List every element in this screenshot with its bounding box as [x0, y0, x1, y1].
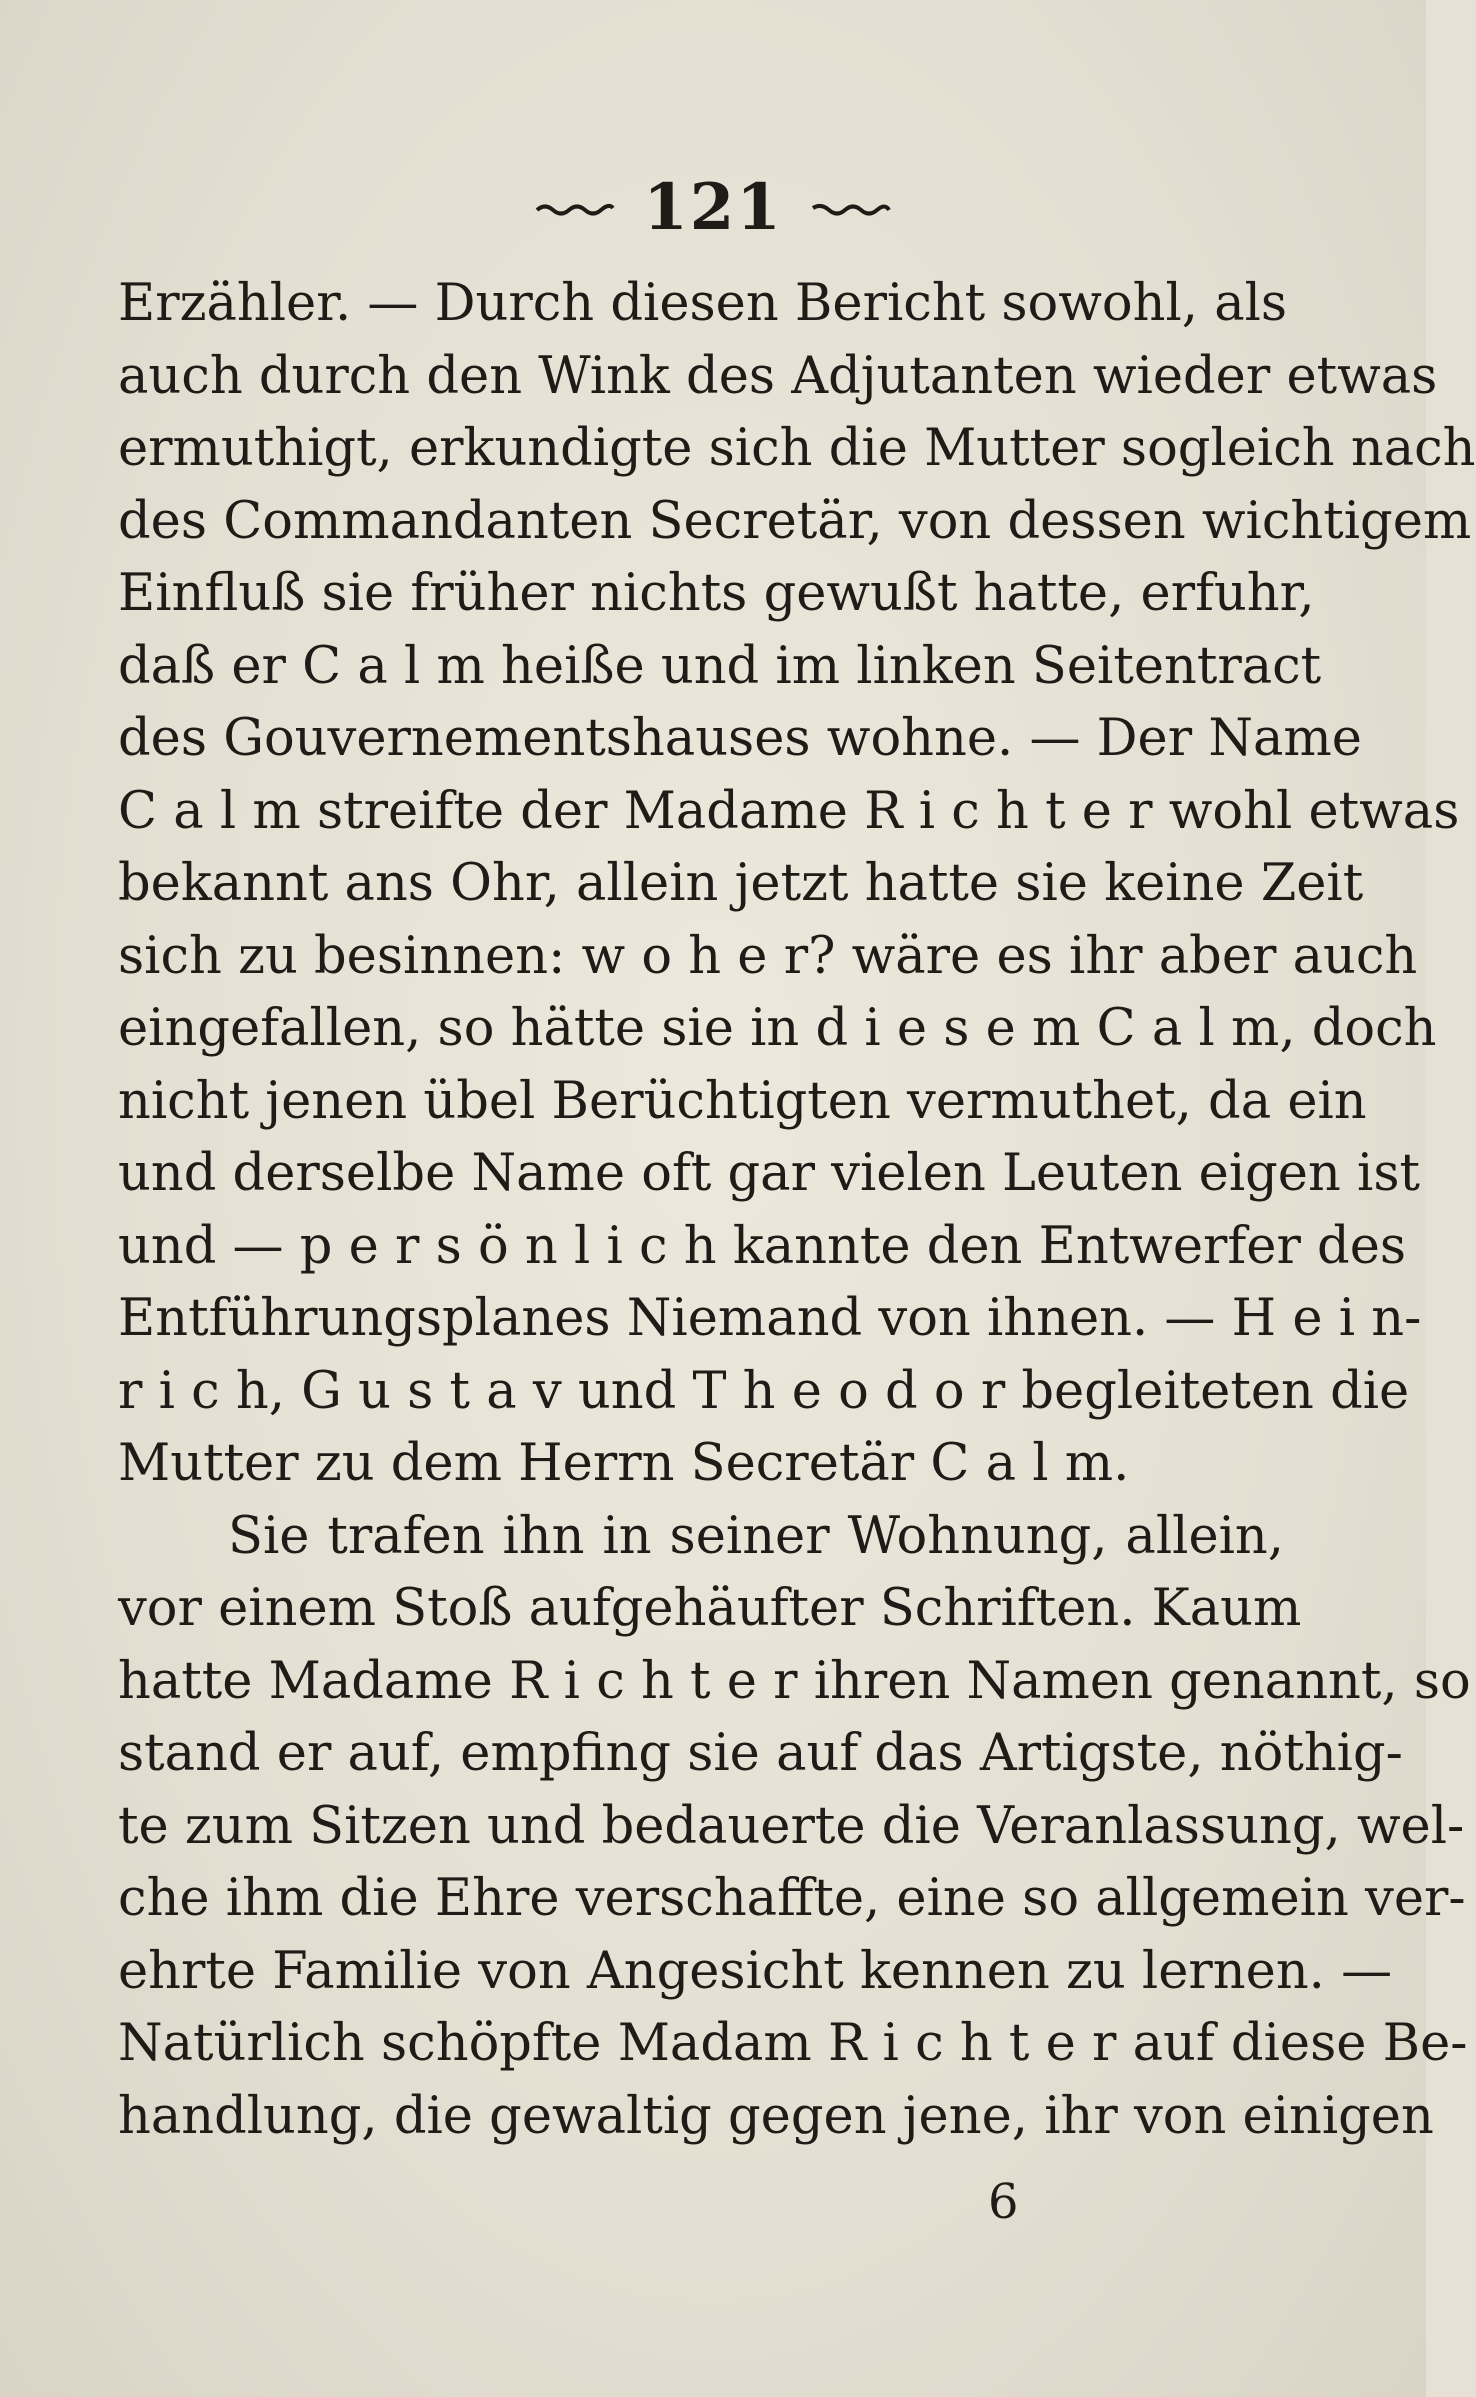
text-line: Entführungsplanes Niemand von ihnen. — H e i n-: [118, 1289, 1422, 1348]
text-line: ehrte Familie von Angesicht kennen zu lernen. —: [118, 1941, 1393, 2001]
text-line: stand er auf, empfing sie auf das Artigste, nöthig-: [118, 1724, 1403, 1783]
text-line: ermuthigt, erkundigte sich die Mutter sogleich nach: [118, 419, 1476, 478]
text-line: handlung, die gewaltig gegen jene, ihr von einigen: [118, 2086, 1434, 2146]
page-text: [118, 268, 1476, 2153]
right-ornament: [811, 201, 891, 215]
text-line: vor einem Stoß aufgehäufter Schriften. Kaum: [118, 1579, 1302, 1638]
text-line: r i c h, G u s t a v und T h e o d o r begleiteten die: [118, 1361, 1410, 1421]
text-line: bekannt ans Ohr, allein jetzt hatte sie keine Zeit: [118, 854, 1364, 913]
text-line: Einfluß sie früher nichts gewußt hatte, erfuhr,: [118, 564, 1315, 623]
text-line: hatte Madame R i c h t e r ihren Namen genannt, so: [118, 1651, 1471, 1711]
text-line: Erzähler. — Durch diesen Bericht sowohl, als: [118, 274, 1288, 333]
text-line: des Commandanten Secretär, von dessen wichtigem: [118, 491, 1472, 551]
text-line: des Gouvernementshauses wohne. — Der Name: [118, 709, 1362, 768]
text-line: C a l m streifte der Madame R i c h t e r wohl etwas: [118, 781, 1460, 841]
page-header: [0, 168, 1426, 248]
paragraph-end-line: Mutter zu dem Herrn Secretär C a l m.: [118, 1434, 1130, 1493]
text-line: auch durch den Wink des Adjutanten wieder etwas: [118, 346, 1438, 406]
text-line: nicht jenen übel Berüchtigten vermuthet, da ein: [118, 1071, 1367, 1131]
text-line: und — p e r s ö n l i c h kannte den Entwerfer des: [118, 1216, 1407, 1276]
paragraph-start-line: Sie trafen ihn in seiner Wohnung, allein,: [228, 1506, 1284, 1566]
left-ornament: [535, 201, 615, 215]
text-line: daß er C a l m heiße und im linken Seitentract: [118, 636, 1322, 696]
text-line: te zum Sitzen und bedauerte die Veranlassung, wel-: [118, 1796, 1465, 1856]
page-number: 121: [643, 170, 783, 245]
signature-mark: 6: [988, 2174, 1019, 2230]
text-line: Natürlich schöpfte Madam R i c h t e r auf diese Be-: [118, 2014, 1468, 2073]
text-line: eingefallen, so hätte sie in d i e s e m C a l m, doch: [118, 999, 1437, 1058]
text-line: che ihm die Ehre verschaffte, eine so allgemein ver-: [118, 1869, 1466, 1928]
text-line: und derselbe Name oft gar vielen Leuten eigen ist: [118, 1144, 1421, 1203]
text-line: sich zu besinnen: w o h e r? wäre es ihr aber auch: [118, 926, 1418, 986]
